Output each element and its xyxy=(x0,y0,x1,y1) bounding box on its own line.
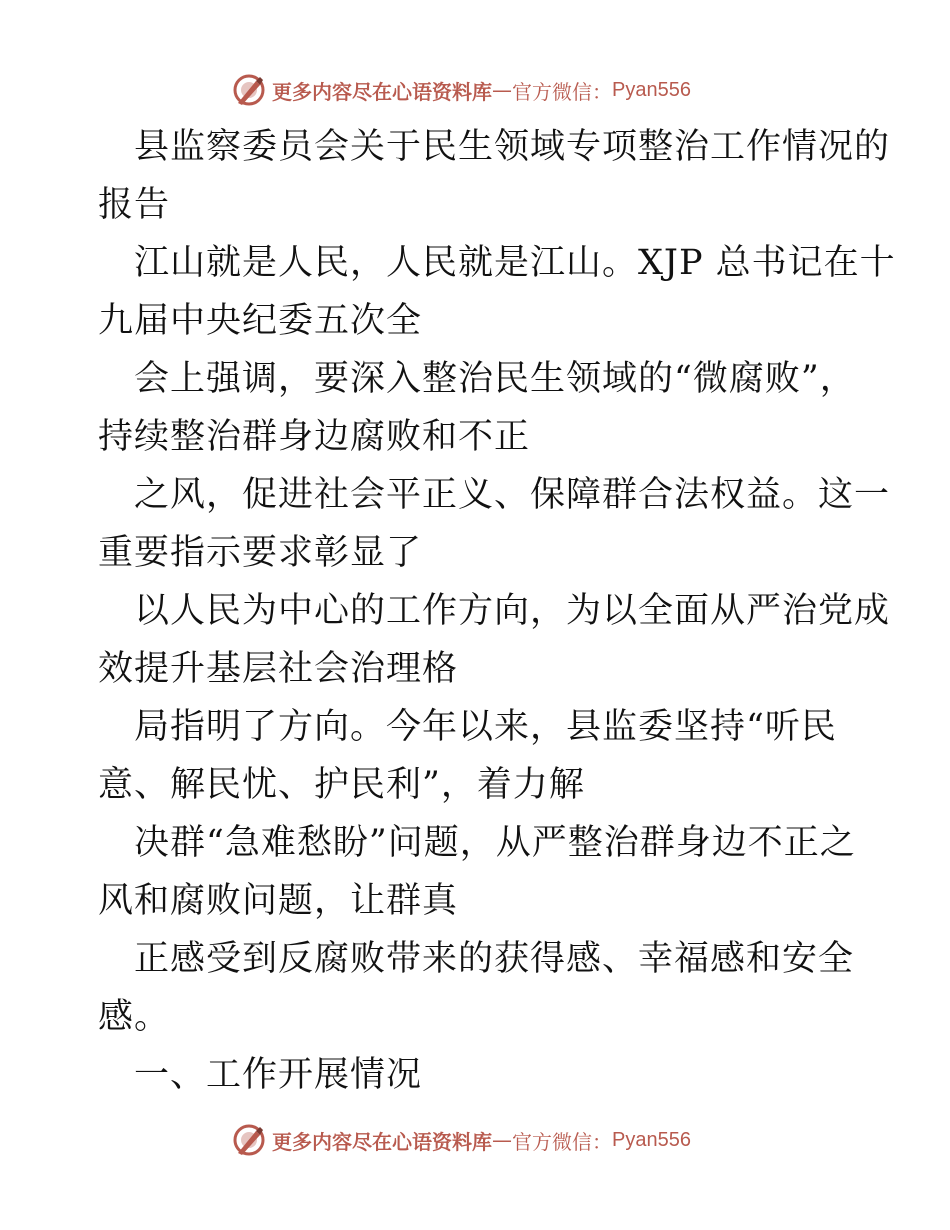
title-line-1: 县监察委员会关于民生领域专项整治工作情况的 xyxy=(134,127,891,167)
paragraph-line: 决群“急难愁盼”问题，从严整治群身边不正之 xyxy=(134,823,856,863)
section-heading: 一、工作开展情况 xyxy=(134,1055,423,1095)
paragraph-line: 风和腐败问题，让群真 xyxy=(98,881,459,921)
document-body xyxy=(98,118,896,1104)
watermark-main-text: 更多内容尽在心语资料库 xyxy=(272,1129,492,1154)
paragraph-line: 持续整治群身边腐败和不正 xyxy=(98,417,531,457)
pen-logo-icon xyxy=(232,73,266,107)
paragraph-line: 效提升基层社会治理格 xyxy=(98,649,459,689)
paragraph-line: 正感受到反腐败带来的获得感、幸福感和安全 xyxy=(134,939,855,979)
paragraph-line: 会上强调，要深入整治民生领域的“微腐败”， xyxy=(134,359,856,399)
watermark-wechat-id: Pyan556 xyxy=(612,1128,691,1151)
paragraph-line: 九届中央纪委五次全 xyxy=(98,301,423,341)
paragraph-line: 以人民为中心的工作方向，为以全面从严治党成 xyxy=(134,591,891,631)
title-line-2: 报告 xyxy=(98,185,171,225)
paragraph-line: 之风，促进社会平正义、保障群合法权益。这一 xyxy=(134,475,891,515)
watermark-separator: — xyxy=(492,78,512,102)
footer-watermark xyxy=(232,1122,691,1158)
watermark-wechat-label: 官方微信： xyxy=(512,79,612,104)
paragraph-line: 局指明了方向。今年以来，县监委坚持“听民 xyxy=(134,707,837,747)
pen-logo-icon xyxy=(232,1123,266,1157)
paragraph-line: 重要指示要求彰显了 xyxy=(98,533,423,573)
watermark-wechat-label: 官方微信： xyxy=(512,1129,612,1154)
paragraph-line: 意、解民忧、护民利”，着力解 xyxy=(98,765,585,805)
paragraph-line: 江山就是人民，人民就是江山。XJP 总书记在十 xyxy=(134,243,896,283)
watermark-separator: — xyxy=(492,1128,512,1152)
watermark-main-text: 更多内容尽在心语资料库 xyxy=(272,79,492,104)
paragraph-line: 感。 xyxy=(98,997,171,1037)
watermark-wechat-id: Pyan556 xyxy=(612,78,691,101)
header-watermark xyxy=(232,72,691,108)
